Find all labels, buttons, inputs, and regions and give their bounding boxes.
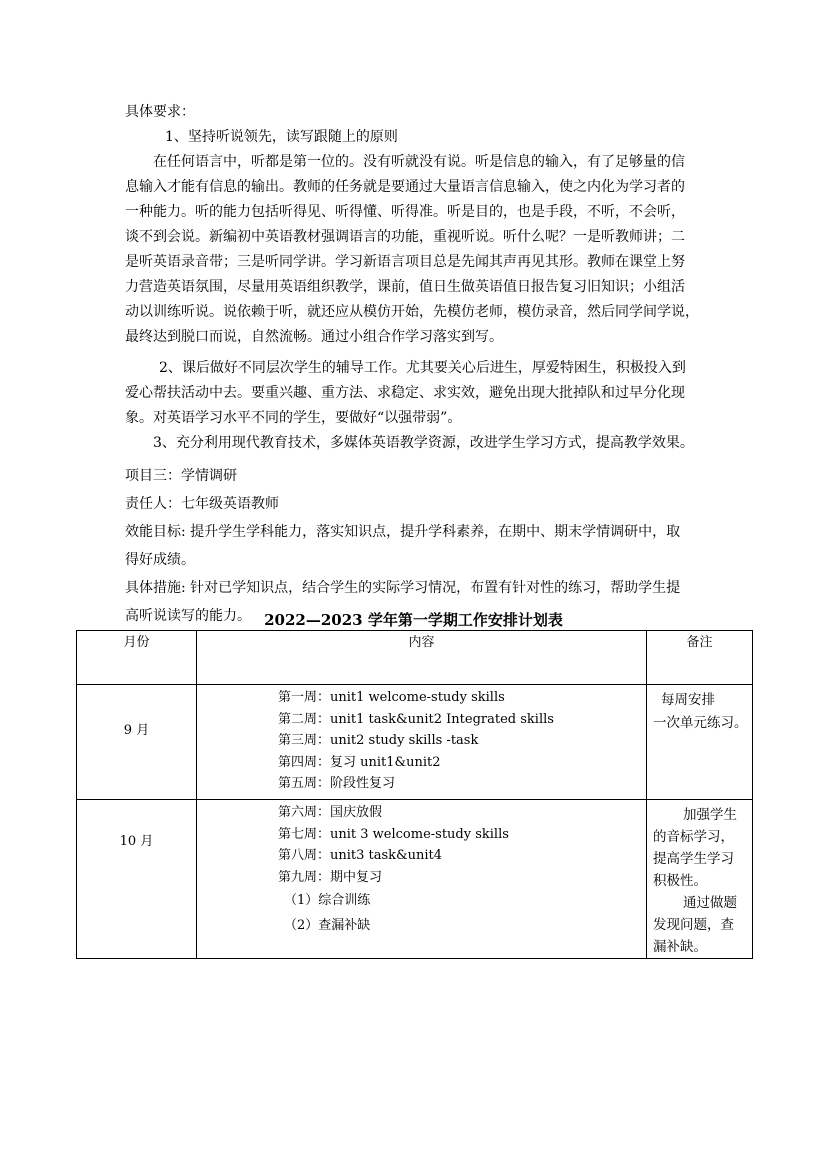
- project-3-measure: 高听说读写的能力。: [125, 608, 251, 624]
- point-2-line: 爱心帮扶活动中去。要重兴趣、重方法、求稳定、求实效，避免出现大批掉队和过早分化现: [125, 385, 685, 401]
- project-3-goal: 效能目标: 提升学生学科能力，落实知识点，提升学科素养，在期中、期末学情调研中，取: [125, 524, 681, 540]
- point-2-line: 2、课后做好不同层次学生的辅导工作。尤其要关心后进生，厚爱特困生，积极投入到: [159, 360, 686, 376]
- note-cell: [647, 685, 753, 800]
- week-item: 第六周：国庆放假: [278, 805, 383, 820]
- note-cell: [647, 800, 753, 959]
- month-cell: [77, 685, 197, 800]
- table-row: [77, 685, 753, 800]
- note-line: 积极性。: [653, 873, 707, 889]
- week-sub-item: （1）综合训练: [284, 893, 371, 908]
- note-line: 加强学生: [683, 807, 737, 823]
- month-label: 9 月: [123, 722, 150, 738]
- project-3-measure: 具体措施: 针对已学知识点，结合学生的实际学习情况，布置有针对性的练习，帮助学生提: [125, 580, 681, 596]
- point-1-line: 最终达到脱口而说，自然流畅。通过小组合作学习落实到写。: [125, 329, 503, 345]
- week-item: 第一周：unit1 welcome-study skills: [278, 690, 505, 705]
- week-item: 第四周：复习 unit1&unit2: [278, 754, 441, 770]
- week-item: 第九周：期中复习: [278, 869, 383, 885]
- point-1-line: 在任何语言中，听都是第一位的。没有听就没有说。听是信息的输入，有了足够量的信: [153, 154, 685, 170]
- project-3-title: 项目三：学情调研: [125, 468, 237, 484]
- point-1-line: 息输入才能有信息的输出。教师的任务就是要通过大量语言信息输入，使之内化为学习者的: [125, 179, 685, 195]
- content-cell: [197, 685, 647, 800]
- point-3: 3、充分利用现代教育技术，多媒体英语教学资源，改进学生学习方式，提高教学效果。: [153, 435, 694, 451]
- project-3-goal: 得好成绩。: [125, 552, 195, 568]
- week-item: 第三周：unit2 study skills -task: [278, 733, 479, 748]
- table-header-row: [77, 631, 753, 685]
- point-1-line: 一种能力。听的能力包括听得见、听得懂、听得准。听是目的，也是手段，不听，不会听，: [125, 204, 685, 220]
- week-item: 第七周：unit 3 welcome-study skills: [278, 826, 509, 842]
- point-2-line: 象。对英语学习水平不同的学生，要做好“以强带弱”。: [125, 410, 462, 426]
- point-1-line: 动以训练听说。说依赖于听，就还应从模仿开始，先模仿老师，模仿录音，然后同学间学说，: [125, 304, 699, 320]
- body-text: [125, 100, 710, 630]
- table-title: 2022—2023 学年第一学期工作安排计划表: [264, 611, 563, 629]
- point-1-line: 是听英语录音带；三是听同学讲。学习新语言项目总是先闻其声再见其形。教师在课堂上努: [125, 254, 685, 270]
- point-1-title: 1、坚持听说领先，读写跟随上的原则: [165, 129, 398, 145]
- note-line: 的音标学习，: [653, 829, 734, 845]
- header-note: 备注: [647, 631, 753, 685]
- note-line: 漏补缺。: [653, 939, 707, 955]
- note-line: 提高学生学习: [653, 851, 734, 867]
- note-line: 发现问题，查: [653, 917, 734, 933]
- month-cell: [77, 800, 197, 959]
- project-3-owner: 责任人：七年级英语教师: [125, 496, 279, 512]
- week-item: 第二周：unit1 task&unit2 Integrated skills: [278, 711, 554, 727]
- month-label: 10 月: [119, 833, 154, 849]
- requirements-heading: 具体要求：: [125, 104, 195, 120]
- week-item: 第五周：阶段性复习: [278, 776, 396, 791]
- content-cell: [197, 800, 647, 959]
- point-1-line: 谈不到会说。新编初中英语教材强调语言的功能，重视听说。听什么呢？一是听教师讲；二: [125, 229, 685, 245]
- week-sub-item: （2）查漏补缺: [284, 918, 371, 933]
- header-month: 月份: [77, 631, 197, 685]
- table-row: [77, 800, 753, 959]
- note-line: 一次单元练习。: [653, 715, 748, 731]
- plan-table: [76, 630, 753, 959]
- note-line: 每周安排: [661, 692, 715, 708]
- header-content: 内容: [197, 631, 647, 685]
- point-1-line: 力营造英语氛围，尽量用英语组织教学，课前，值日生做英语值日报告复习旧知识；小组活: [125, 279, 685, 295]
- note-line: 通过做题: [683, 895, 737, 911]
- week-item: 第八周：unit3 task&unit4: [278, 848, 443, 863]
